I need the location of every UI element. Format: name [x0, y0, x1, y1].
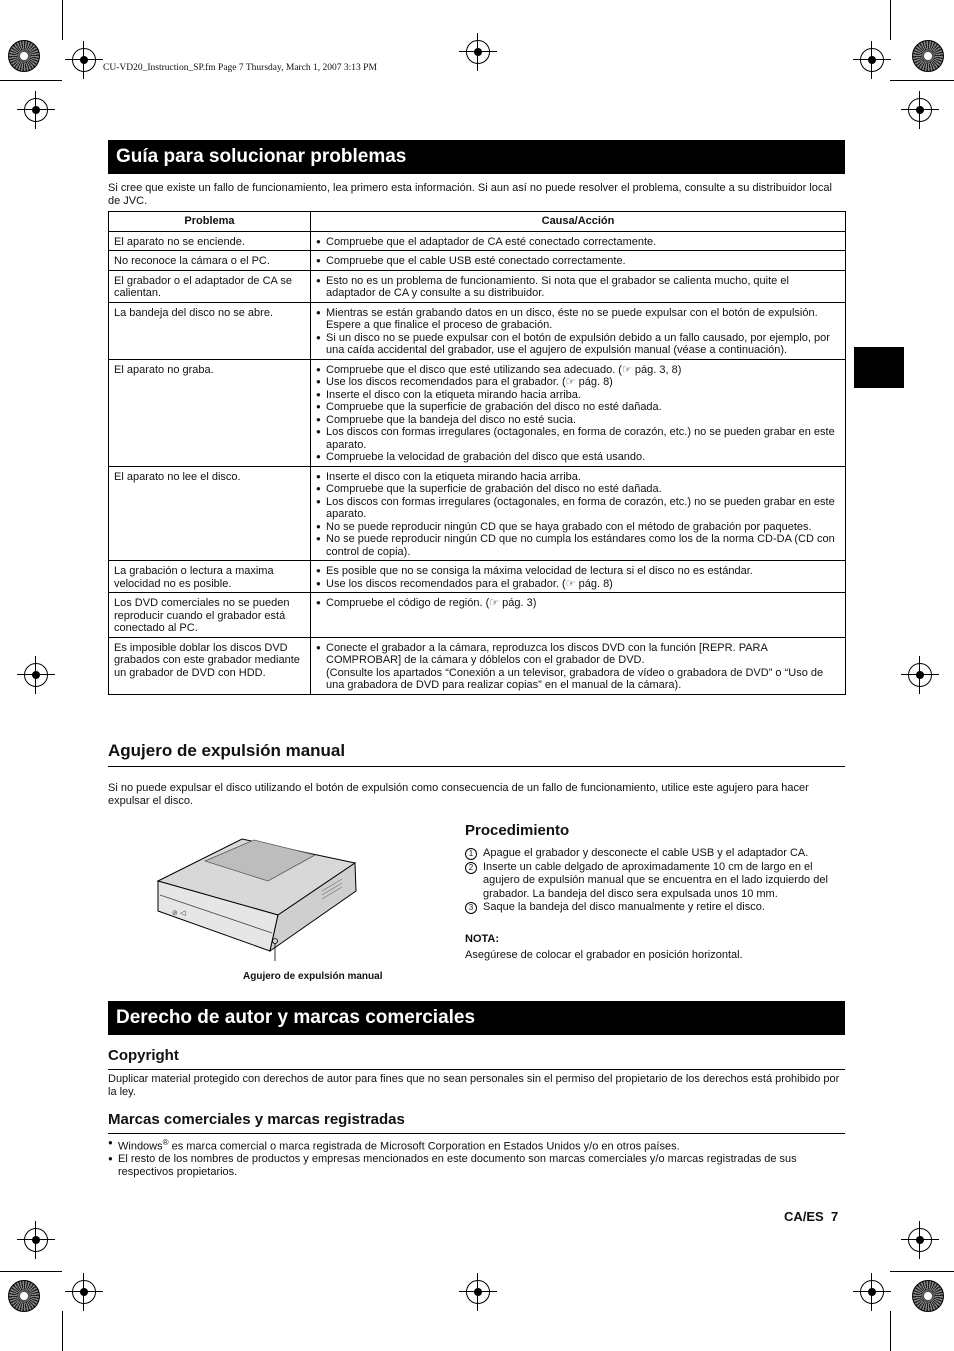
- figure-caption: Agujero de expulsión manual: [243, 971, 383, 982]
- crop-line: [0, 80, 62, 81]
- table-row: [109, 561, 846, 593]
- troubleshooting-intro: Si cree que existe un fallo de funcionamiento, lea primero esta información. Si aun así no puede resolver el problema, consulte a su distribuidor local de JVC.: [108, 182, 832, 207]
- table-row: [109, 251, 846, 271]
- crosshair-mark: [908, 1228, 932, 1252]
- procedure-title: Procedimiento: [465, 822, 570, 839]
- problem-cell: Es imposible doblar los discos DVD grabados con este grabador mediante un grabador de DVD con HDD.: [109, 637, 311, 694]
- section-rule: [108, 1069, 845, 1070]
- cause-item: ● Compruebe que la superficie de grabación del disco no esté dañada.: [316, 401, 840, 414]
- section-title-troubleshooting: Guía para solucionar problemas: [108, 140, 845, 174]
- problem-cell: El aparato no graba.: [109, 359, 311, 466]
- trademarks-title: Marcas comerciales y marcas registradas: [108, 1111, 405, 1128]
- copyright-text: Duplicar material protegido con derechos de autor para fines que no sean personales sin el permiso del propietario de los derechos está prohibido por la ley.: [108, 1073, 840, 1098]
- cause-item: ● Compruebe que el disco que esté utilizando sea adecuado. (☞ pág. 3, 8): [316, 364, 840, 377]
- windows-word: Windows: [118, 1140, 163, 1153]
- crosshair-mark: [860, 48, 884, 72]
- crop-line: [890, 0, 891, 40]
- cause-cell: [311, 593, 846, 638]
- cause-cell: [311, 251, 846, 271]
- cause-item: ● Compruebe que la bandeja del disco no esté sucia.: [316, 414, 840, 427]
- problem-cell: El grabador o el adaptador de CA se calientan.: [109, 270, 311, 302]
- step-number: 3: [465, 902, 477, 914]
- file-header: CU-VD20_Instruction_SP.fm Page 7 Thursday, March 1, 2007 3:13 PM: [103, 63, 377, 73]
- problem-cell: El aparato no se enciende.: [109, 231, 311, 251]
- crop-line: [890, 1271, 954, 1272]
- manual-eject-intro: Si no puede expulsar el disco utilizando el botón de expulsión como consecuencia de un fallo de funcionamiento, utilice este agujero para hacer expulsar el disco.: [108, 782, 809, 807]
- table-row: [109, 593, 846, 638]
- recorder-illustration: [150, 833, 370, 963]
- step-text: Apague el grabador y desconecte el cable USB y el adaptador CA.: [483, 847, 809, 859]
- section-rule: [108, 1133, 845, 1134]
- cause-cell: [311, 231, 846, 251]
- cause-cell: [311, 270, 846, 302]
- column-header-cause: Causa/Acción: [311, 212, 846, 232]
- registration-disc-mark: [8, 1280, 40, 1312]
- cause-item: ● Inserte el disco con la etiqueta mirando hacia arriba.: [316, 389, 840, 402]
- cause-cell: [311, 637, 846, 694]
- procedure-step: [465, 861, 845, 902]
- cause-item: ● Use los discos recomendados para el grabador. (☞ pág. 8): [316, 578, 840, 591]
- table-row: [109, 359, 846, 466]
- cause-cell: [311, 466, 846, 561]
- crop-line: [0, 1271, 62, 1272]
- registration-disc-mark: [912, 40, 944, 72]
- procedure-step: [465, 901, 845, 915]
- cause-item: ● Compruebe la velocidad de grabación del disco que está usando.: [316, 451, 840, 464]
- cause-item: ● Compruebe que la superficie de grabación del disco no esté dañada.: [316, 483, 840, 496]
- problem-cell: La grabación o lectura a maxima velocidad no es posible.: [109, 561, 311, 593]
- side-tab: [854, 347, 904, 388]
- crop-line: [890, 80, 954, 81]
- cause-cell: [311, 302, 846, 359]
- section-rule: [108, 766, 845, 767]
- note-text: Asegúrese de colocar el grabador en posición horizontal.: [465, 949, 743, 961]
- cause-item: ● Conecte el grabador a la cámara, reproduzca los discos DVD con la función [REPR. PARA COMPROBAR] de la cámara y dóblelos con el grabador de DVD. (Consulte los apartados “Conexión a un televisor, grabadora de vídeo o grabadora de DVD” o “Uso de una grabadora de DVD para realizar copias” en el manual de la cámara).: [316, 642, 840, 692]
- crosshair-mark: [24, 1228, 48, 1252]
- cause-item: ● Esto no es un problema de funcionamiento. Si nota que el grabador se calienta mucho, quite el adaptador de CA y consulte a su distribuidor.: [316, 275, 840, 300]
- section-title-manual-eject: Agujero de expulsión manual: [108, 741, 346, 760]
- procedure-step: [465, 847, 845, 861]
- crop-line: [62, 1311, 63, 1351]
- cause-item: ● No se puede reproducir ningún CD que se haya grabado con el método de grabación por paquetes.: [316, 521, 840, 534]
- table-row: [109, 466, 846, 561]
- cause-item: ● Compruebe que el cable USB esté conectado correctamente.: [316, 255, 840, 268]
- problem-cell: La bandeja del disco no se abre.: [109, 302, 311, 359]
- section-title-copyright: Derecho de autor y marcas comerciales: [108, 1001, 845, 1035]
- cause-item: ● Inserte el disco con la etiqueta mirando hacia arriba.: [316, 471, 840, 484]
- crosshair-mark: [908, 663, 932, 687]
- registration-disc-mark: [912, 1280, 944, 1312]
- crosshair-mark: [860, 1280, 884, 1304]
- step-number: 2: [465, 862, 477, 874]
- table-row: [109, 302, 846, 359]
- crosshair-mark: [72, 48, 96, 72]
- trademark-item-text: es marca comercial o marca registrada de Microsoft Corporation en Estados Unidos y/o en otros países.: [168, 1140, 680, 1153]
- step-text: Saque la bandeja del disco manualmente y retire el disco.: [483, 901, 765, 913]
- crosshair-mark: [466, 40, 490, 64]
- table-row: [109, 231, 846, 251]
- cause-item: ● Los discos con formas irregulares (octagonales, en forma de corazón, etc.) no se pueden grabar en este aparato.: [316, 426, 840, 451]
- step-text: Inserte un cable delgado de aproximadamente 10 cm de largo en el agujero de expulsión manual que se encuentra en el lado izquierdo del grabador. La bandeja del disco sera expulsada unos 10 mm.: [483, 860, 828, 900]
- copyright-title: Copyright: [108, 1047, 179, 1064]
- column-header-problem: Problema: [109, 212, 311, 232]
- cause-item: ● Compruebe que el adaptador de CA esté conectado correctamente.: [316, 236, 840, 249]
- cause-item: ● Compruebe el código de región. (☞ pág. 3): [316, 597, 840, 610]
- svg-text:⊘ ◁: ⊘ ◁: [172, 909, 186, 917]
- registered-mark: ®: [162, 1138, 169, 1147]
- trademark-item: ● El resto de los nombres de productos y empresas mencionados en este documento son marcas comerciales y/o marcas registradas de sus respectivos propietarios.: [108, 1153, 843, 1178]
- cause-cell: [311, 561, 846, 593]
- trademarks-list: [108, 1137, 843, 1178]
- trademark-item: [108, 1137, 843, 1153]
- troubleshooting-table: [108, 211, 846, 695]
- registration-disc-mark: [8, 40, 40, 72]
- crosshair-mark: [908, 98, 932, 122]
- table-row: [109, 637, 846, 694]
- crosshair-mark: [466, 1280, 490, 1304]
- page-number: CA/ES 7: [784, 1209, 839, 1224]
- problem-cell: El aparato no lee el disco.: [109, 466, 311, 561]
- cause-item: ● Si un disco no se puede expulsar con el botón de expulsión debido a un fallo causado, por ejemplo, por una caída accidental del grabador, use el agujero de expulsión manual (véase a continuación).: [316, 332, 840, 357]
- cause-item: ● Es posible que no se consiga la máxima velocidad de lectura si el disco no es estándar.: [316, 565, 840, 578]
- cause-item: ● Mientras se están grabando datos en un disco, éste no se puede expulsar con el botón de expulsión. Espere a que finalice el proceso de grabación.: [316, 307, 840, 332]
- note-title: NOTA:: [465, 933, 500, 945]
- procedure-steps: [465, 847, 845, 915]
- problem-cell: No reconoce la cámara o el PC.: [109, 251, 311, 271]
- crosshair-mark: [24, 663, 48, 687]
- crosshair-mark: [72, 1280, 96, 1304]
- cause-item: ● Los discos con formas irregulares (octagonales, en forma de corazón, etc.) no se pueden grabar en este aparato.: [316, 496, 840, 521]
- crop-line: [62, 0, 63, 40]
- cause-cell: [311, 359, 846, 466]
- crop-line: [890, 1311, 891, 1351]
- step-number: 1: [465, 848, 477, 860]
- problem-cell: Los DVD comerciales no se pueden reproducir cuando el grabador está conectado al PC.: [109, 593, 311, 638]
- crosshair-mark: [24, 98, 48, 122]
- cause-item: ● Use los discos recomendados para el grabador. (☞ pág. 8): [316, 376, 840, 389]
- cause-item: ● No se puede reproducir ningún CD que no cumpla los estándares como los de la norma CD-DA (CD con control de copia).: [316, 533, 840, 558]
- table-row: [109, 270, 846, 302]
